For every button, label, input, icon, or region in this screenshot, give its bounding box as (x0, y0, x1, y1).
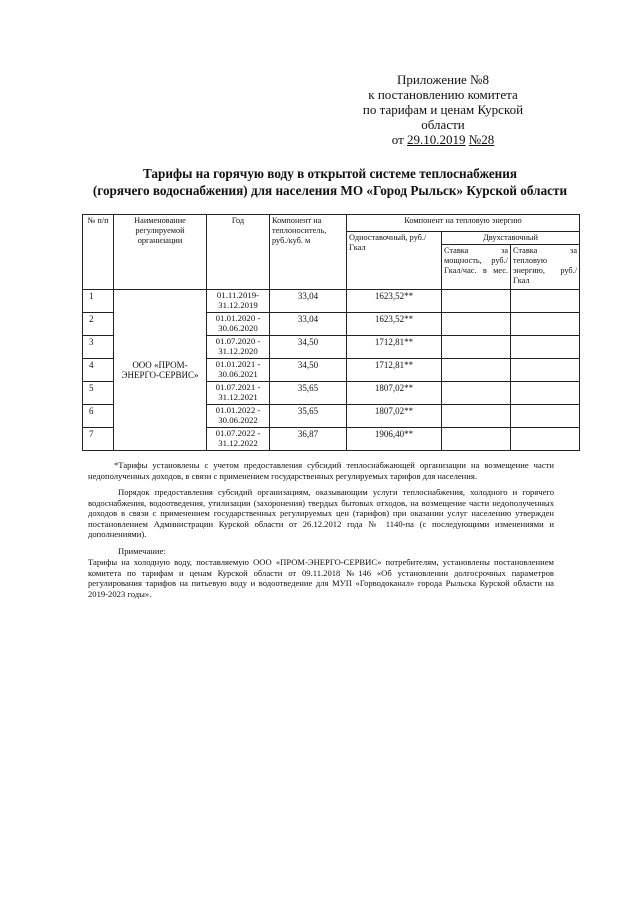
row-power-rate (442, 359, 511, 382)
notes-section (88, 460, 554, 605)
title-line-2: (горячего водоснабжения) для населения МО «Город Рыльск» Курской области (92, 183, 568, 198)
row-power-rate (442, 382, 511, 405)
note-caption: Примечание: (118, 545, 166, 556)
row-period: 01.01.2022 - 30.06.2022 (207, 405, 270, 428)
header-power-rate (442, 245, 511, 290)
row-carrier-value: 33,04 (270, 290, 347, 313)
header-org: Наименование регулируемой организации (114, 215, 207, 290)
row-number: 5 (83, 382, 114, 405)
row-energy-rate (511, 290, 580, 313)
row-power-rate (442, 336, 511, 359)
row-single-rate: 1807,02** (347, 382, 442, 405)
row-energy-rate (511, 405, 580, 428)
row-number: 6 (83, 405, 114, 428)
row-single-rate: 1623,52** (347, 290, 442, 313)
appendix-title: Приложение №8 (397, 72, 489, 87)
table-row (83, 290, 580, 313)
row-period: 01.07.2022 - 31.12.2022 (207, 428, 270, 451)
header-num: № п/п (83, 215, 114, 290)
row-period: 01.07.2020 - 31.12.2020 (207, 336, 270, 359)
resolution-date: 29.10.2019 (407, 132, 466, 147)
power-rate-text: Ставка за мощность, руб./Гкал/час. в мес. (444, 246, 508, 275)
row-power-rate (442, 290, 511, 313)
appendix-committee: по тарифам и ценам Курской (362, 102, 524, 117)
subsidy-procedure: Порядок предоставления субсидий организациям, оказывающим услуги теплоснабжения, холодного и горячего водоснабжения, водоотведения, утилизации (захоронения) твердых бытовых отходов, на возмещение части недополученных доходов в связи с применением государственных регулируемых цен (тарифов) при оказании услуг населению утвержден постановлением Администрации Курской области от 26.12.2012 года № 1140-па (с последующими изменениями и дополнениями). (88, 487, 554, 539)
row-single-rate: 1712,81** (347, 336, 442, 359)
row-carrier-value: 34,50 (270, 336, 347, 359)
appendix-date-line (320, 132, 566, 147)
row-single-rate: 1906,40** (347, 428, 442, 451)
row-single-rate: 1712,81** (347, 359, 442, 382)
row-single-rate: 1807,02** (347, 405, 442, 428)
row-period: 01.11.2019- 31.12.2019 (207, 290, 270, 313)
header-thermal: Компонент на тепловую энергию (347, 215, 580, 232)
date-prefix: от (391, 132, 408, 147)
row-power-rate (442, 428, 511, 451)
row-single-rate: 1623,52** (347, 313, 442, 336)
resolution-number: №28 (468, 132, 495, 147)
document-title (60, 165, 600, 199)
row-energy-rate (511, 313, 580, 336)
row-carrier-value: 35,65 (270, 382, 347, 405)
appendix-region: области (421, 117, 465, 132)
row-number: 4 (83, 359, 114, 382)
row-power-rate (442, 405, 511, 428)
row-power-rate (442, 313, 511, 336)
appendix-reference: к постановлению комитета (368, 87, 518, 102)
header-single: Одноставочный, руб./Гкал (347, 232, 442, 290)
row-carrier-value: 36,87 (270, 428, 347, 451)
organization-name: ООО «ПРОМ-ЭНЕРГО-СЕРВИС» (114, 290, 207, 451)
row-carrier-value: 34,50 (270, 359, 347, 382)
row-period: 01.01.2020 - 30.06.2020 (207, 313, 270, 336)
header-energy-rate (511, 245, 580, 290)
header-year: Год (207, 215, 270, 290)
table-header-row-1 (83, 215, 580, 232)
energy-rate-text: Ставка за тепловую энергию, руб./Гкал (513, 246, 577, 285)
row-carrier-value: 33,04 (270, 313, 347, 336)
row-energy-rate (511, 428, 580, 451)
cold-water-note: Тарифы на холодную воду, поставляемую ООО «ПРОМ-ЭНЕРГО-СЕРВИС» потребителям, установлены постановлением комитета по тарифам и ценам Курской области от 09.11.2018 №146 «Об установлении долгосрочных параметров регулирования тарифов на питьевую воду и водоотведение для МУП «Горводоканал» города Рыльска Курской области на 2019-2023 годы». (88, 557, 554, 599)
header-double: Двухставочный (442, 232, 580, 245)
header-carrier: Компонент на теплоноситель, руб./куб. м (270, 215, 347, 290)
row-number: 3 (83, 336, 114, 359)
row-number: 1 (83, 290, 114, 313)
row-number: 7 (83, 428, 114, 451)
row-carrier-value: 35,65 (270, 405, 347, 428)
title-line-1: Тарифы на горячую воду в открытой системе теплоснабжения (142, 166, 518, 181)
row-period: 01.07.2021 - 31.12.2021 (207, 382, 270, 405)
subsidy-footnote: *Тарифы установлены с учетом предоставления субсидий теплоснабжающей организации на возмещение части недополученных доходов, в связи с применением государственных регулируемых тарифов для населения. (88, 460, 554, 481)
tariff-table (82, 214, 580, 451)
row-energy-rate (511, 359, 580, 382)
appendix-header (320, 72, 566, 147)
row-energy-rate (511, 336, 580, 359)
row-period: 01.01.2021 - 30.06.2021 (207, 359, 270, 382)
row-number: 2 (83, 313, 114, 336)
row-energy-rate (511, 382, 580, 405)
